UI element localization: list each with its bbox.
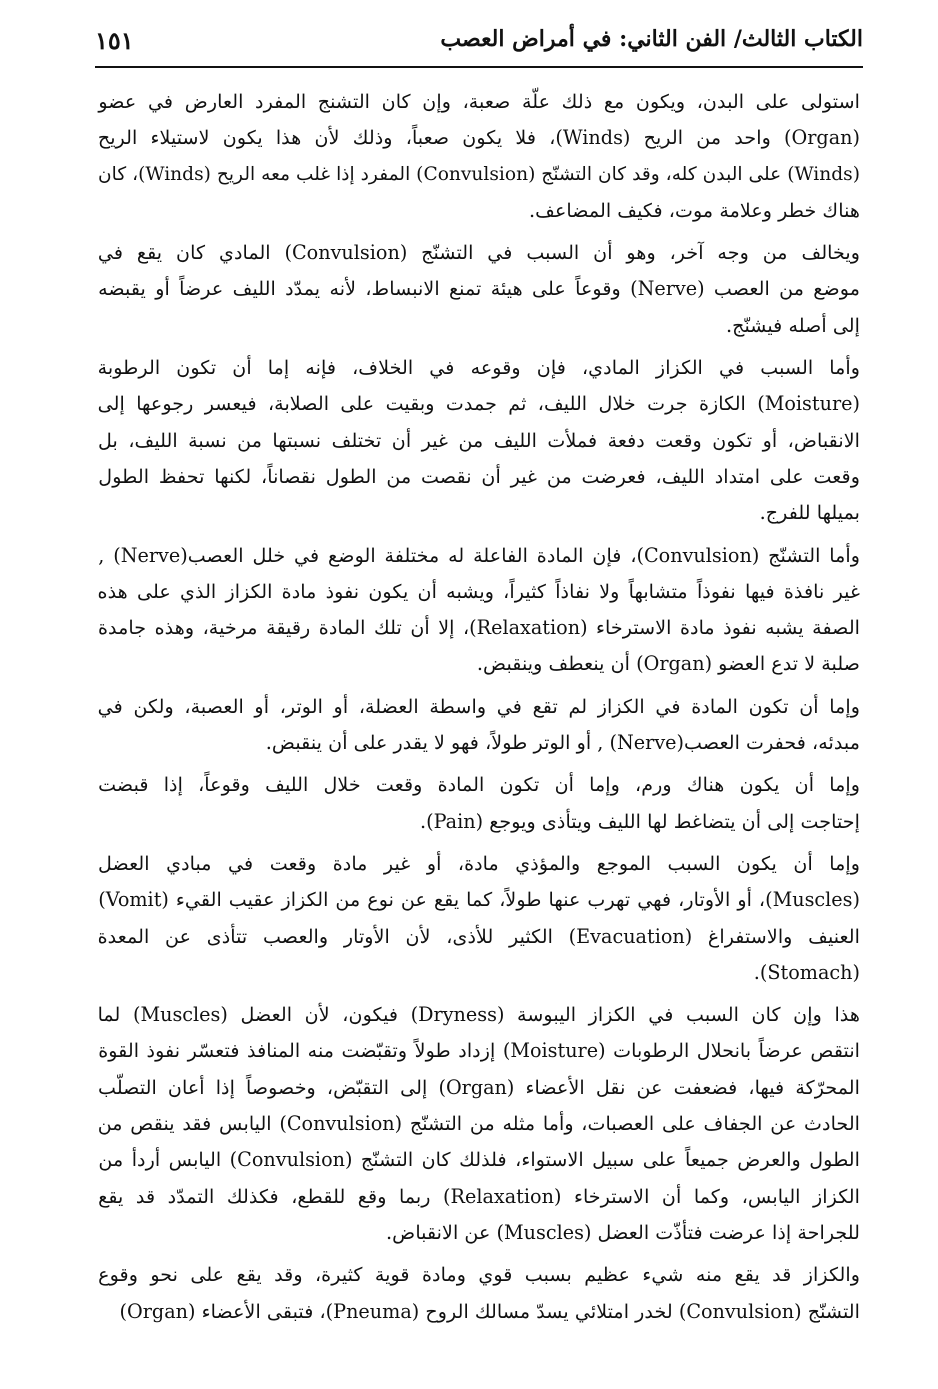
- text-line: إلى أصله فيشنّج.: [726, 313, 860, 337]
- paragraph: [98, 84, 860, 229]
- text-line: وأما التشنّج (Convulsion)، فإن المادة الفاعلة له مختلفة الوضع في خلل العصب(Nerve) ,: [98, 543, 860, 567]
- text-line: صلبة لا تدع العضو (Organ) أن ينعطف وينقبض.: [476, 652, 860, 676]
- text-line: غير نافذة فيها نفوذاً متشابهاً ولا نفاذاً كثيراً، ويشبه أن يكون نفوذ مادة الكزاز الذي على هذه: [97, 579, 860, 603]
- text-line: (Winds) على البدن كله، وقد كان التشنّج (Convulsion) المفرد إذا غلب معه الريح (Winds)، كان: [97, 163, 860, 185]
- text-line: موضع من العصب (Nerve) وقوعاً على هيئة تمنع الانبساط، لأنه يمدّد الليف عرضاً أو يقبضه: [98, 277, 860, 301]
- text-line: وأما السبب في الكزاز المادي، فإن وقوعه في الخلاف، فإنه إما أن تكون الرطوبة: [97, 356, 860, 380]
- header-rule: [95, 66, 863, 68]
- text-line: إحتاجت إلى أن يتضاغط لها الليف ويتأذى ويوجع (Pain).: [420, 809, 860, 833]
- text-line: مبدئه، فحفرت العصب(Nerve) , أو الوتر طولاً، فهو لا يقدر على أن ينقبض.: [265, 731, 860, 755]
- text-line: الحادث عن الجفاف على العصبات، وأما مثله من التشنّج (Convulsion) اليابس فقد ينقص من: [97, 1112, 860, 1136]
- text-line: (Stomach).: [753, 960, 860, 984]
- text-line: وإما أن يكون هناك ورم، وإما أن تكون المادة وقعت خلال الليف وقوعاً، إذا قبضت: [98, 773, 860, 797]
- text-line: بميلها للفرج.: [759, 501, 860, 525]
- page-header: [95, 20, 863, 64]
- text-line: هذا وإن كان السبب في الكزاز اليبوسة (Dryness) فيكون، لأن العضل (Muscles) لما: [97, 1003, 860, 1027]
- body-text: [98, 84, 860, 1336]
- paragraph: [98, 235, 860, 344]
- text-line: ويخالف من وجه آخر، وهو أن السبب في التشنّج (Convulsion) المادي كان يقع في: [97, 241, 860, 265]
- text-line: انتقص عرضاً بانحلال الرطوبات (Moisture) إزداد طولاً وتقبّضت منه المنافذ فتعسّر نفوذ القوة: [98, 1039, 860, 1063]
- text-line: (Organ) واحد من الريح (Winds)، فلا يكون صعباً، وذلك لأن هذا يكون لاستيلاء الريح: [97, 126, 860, 150]
- page-number: ١٥١: [95, 26, 134, 55]
- paragraph: [98, 1257, 860, 1330]
- text-line: الصفة يشبه نفوذ مادة الاسترخاء (Relaxation)، إلا أن تلك المادة رقيقة مرخية، وهذه جامدة: [98, 616, 860, 640]
- text-line: الكزاز اليابس، وكما أن الاسترخاء (Relaxation) ربما وقع للقطع، فكذلك التمدّد قد يقع: [98, 1184, 860, 1208]
- text-line: هناك خطر وعلامة موت، فكيف المضاعف.: [528, 198, 860, 222]
- text-line: (Moisture) الكازة جرت خلال الليف، ثم جمدت وبقيت على الصلابة، فيعسر رجوعها إلى: [97, 392, 860, 416]
- paragraph: [98, 997, 860, 1251]
- text-line: والكزاز قد يقع منه شيء عظيم بسبب قوي ومادة قوية كثيرة، وقد يقع على نحو وقوع: [98, 1263, 860, 1287]
- text-line: العنيف والاستفراغ (Evacuation) الكثير للأذى، لأن الأوتار والعصب تتأذى عن المعدة: [97, 924, 860, 948]
- paragraph: [98, 846, 860, 991]
- text-line: للجراحة إذا عرضت فتأذّت العضل (Muscles) عن الانقباض.: [386, 1220, 860, 1244]
- text-line: الانقباض، أو تكون وقعت دفعة فملأت الليف من غير أن تختلف نسبتها من نسبة الليف، بل: [98, 428, 860, 452]
- paragraph: [98, 767, 860, 840]
- paragraph: [98, 350, 860, 531]
- text-line: وإما أن تكون المادة في الكزاز لم تقع في واسطة العضلة، أو الوتر، أو العصبة، ولكن في: [97, 694, 860, 718]
- text-line: وإما أن يكون السبب الموجع والمؤذي مادة، أو غير مادة وقعت في مبادي العضل: [98, 851, 860, 875]
- text-line: وقعت على امتداد الليف، فعرضت من غير أن نقصت من الطول نقصاناً، لكنها تحفظ الطول: [98, 464, 860, 488]
- paragraph: [98, 538, 860, 683]
- text-line: التشنّج (Convulsion) لخدر امتلائي يسدّ مسالك الروح (Pneuma)، فتبقى الأعضاء (Organ): [119, 1299, 860, 1323]
- paragraph: [98, 689, 860, 762]
- running-title: الكتاب الثالث/ الفن الثاني: في أمراض العصب: [440, 26, 863, 52]
- text-line: (Muscles)، أو الأوتار، فهي تهرب عنها طولاً، كما يقع عن نوع من الكزاز عقيب القيء (Vomit): [98, 888, 860, 912]
- text-line: استولى على البدن، ويكون مع ذلك علّة صعبة، وإن كان التشنج المفرد العارض في عضو: [98, 90, 860, 113]
- text-line: المحرّكة فيها، فضعفت عن نقل الأعضاء (Organ) إلى التقبّض، وخصوصاً إذا أعان التصلّب: [97, 1075, 860, 1099]
- text-line: الطول والعرض جميعاً على سبيل الاستواء، فلذلك كان التشنّج (Convulsion) اليابس أردأ من: [98, 1148, 860, 1172]
